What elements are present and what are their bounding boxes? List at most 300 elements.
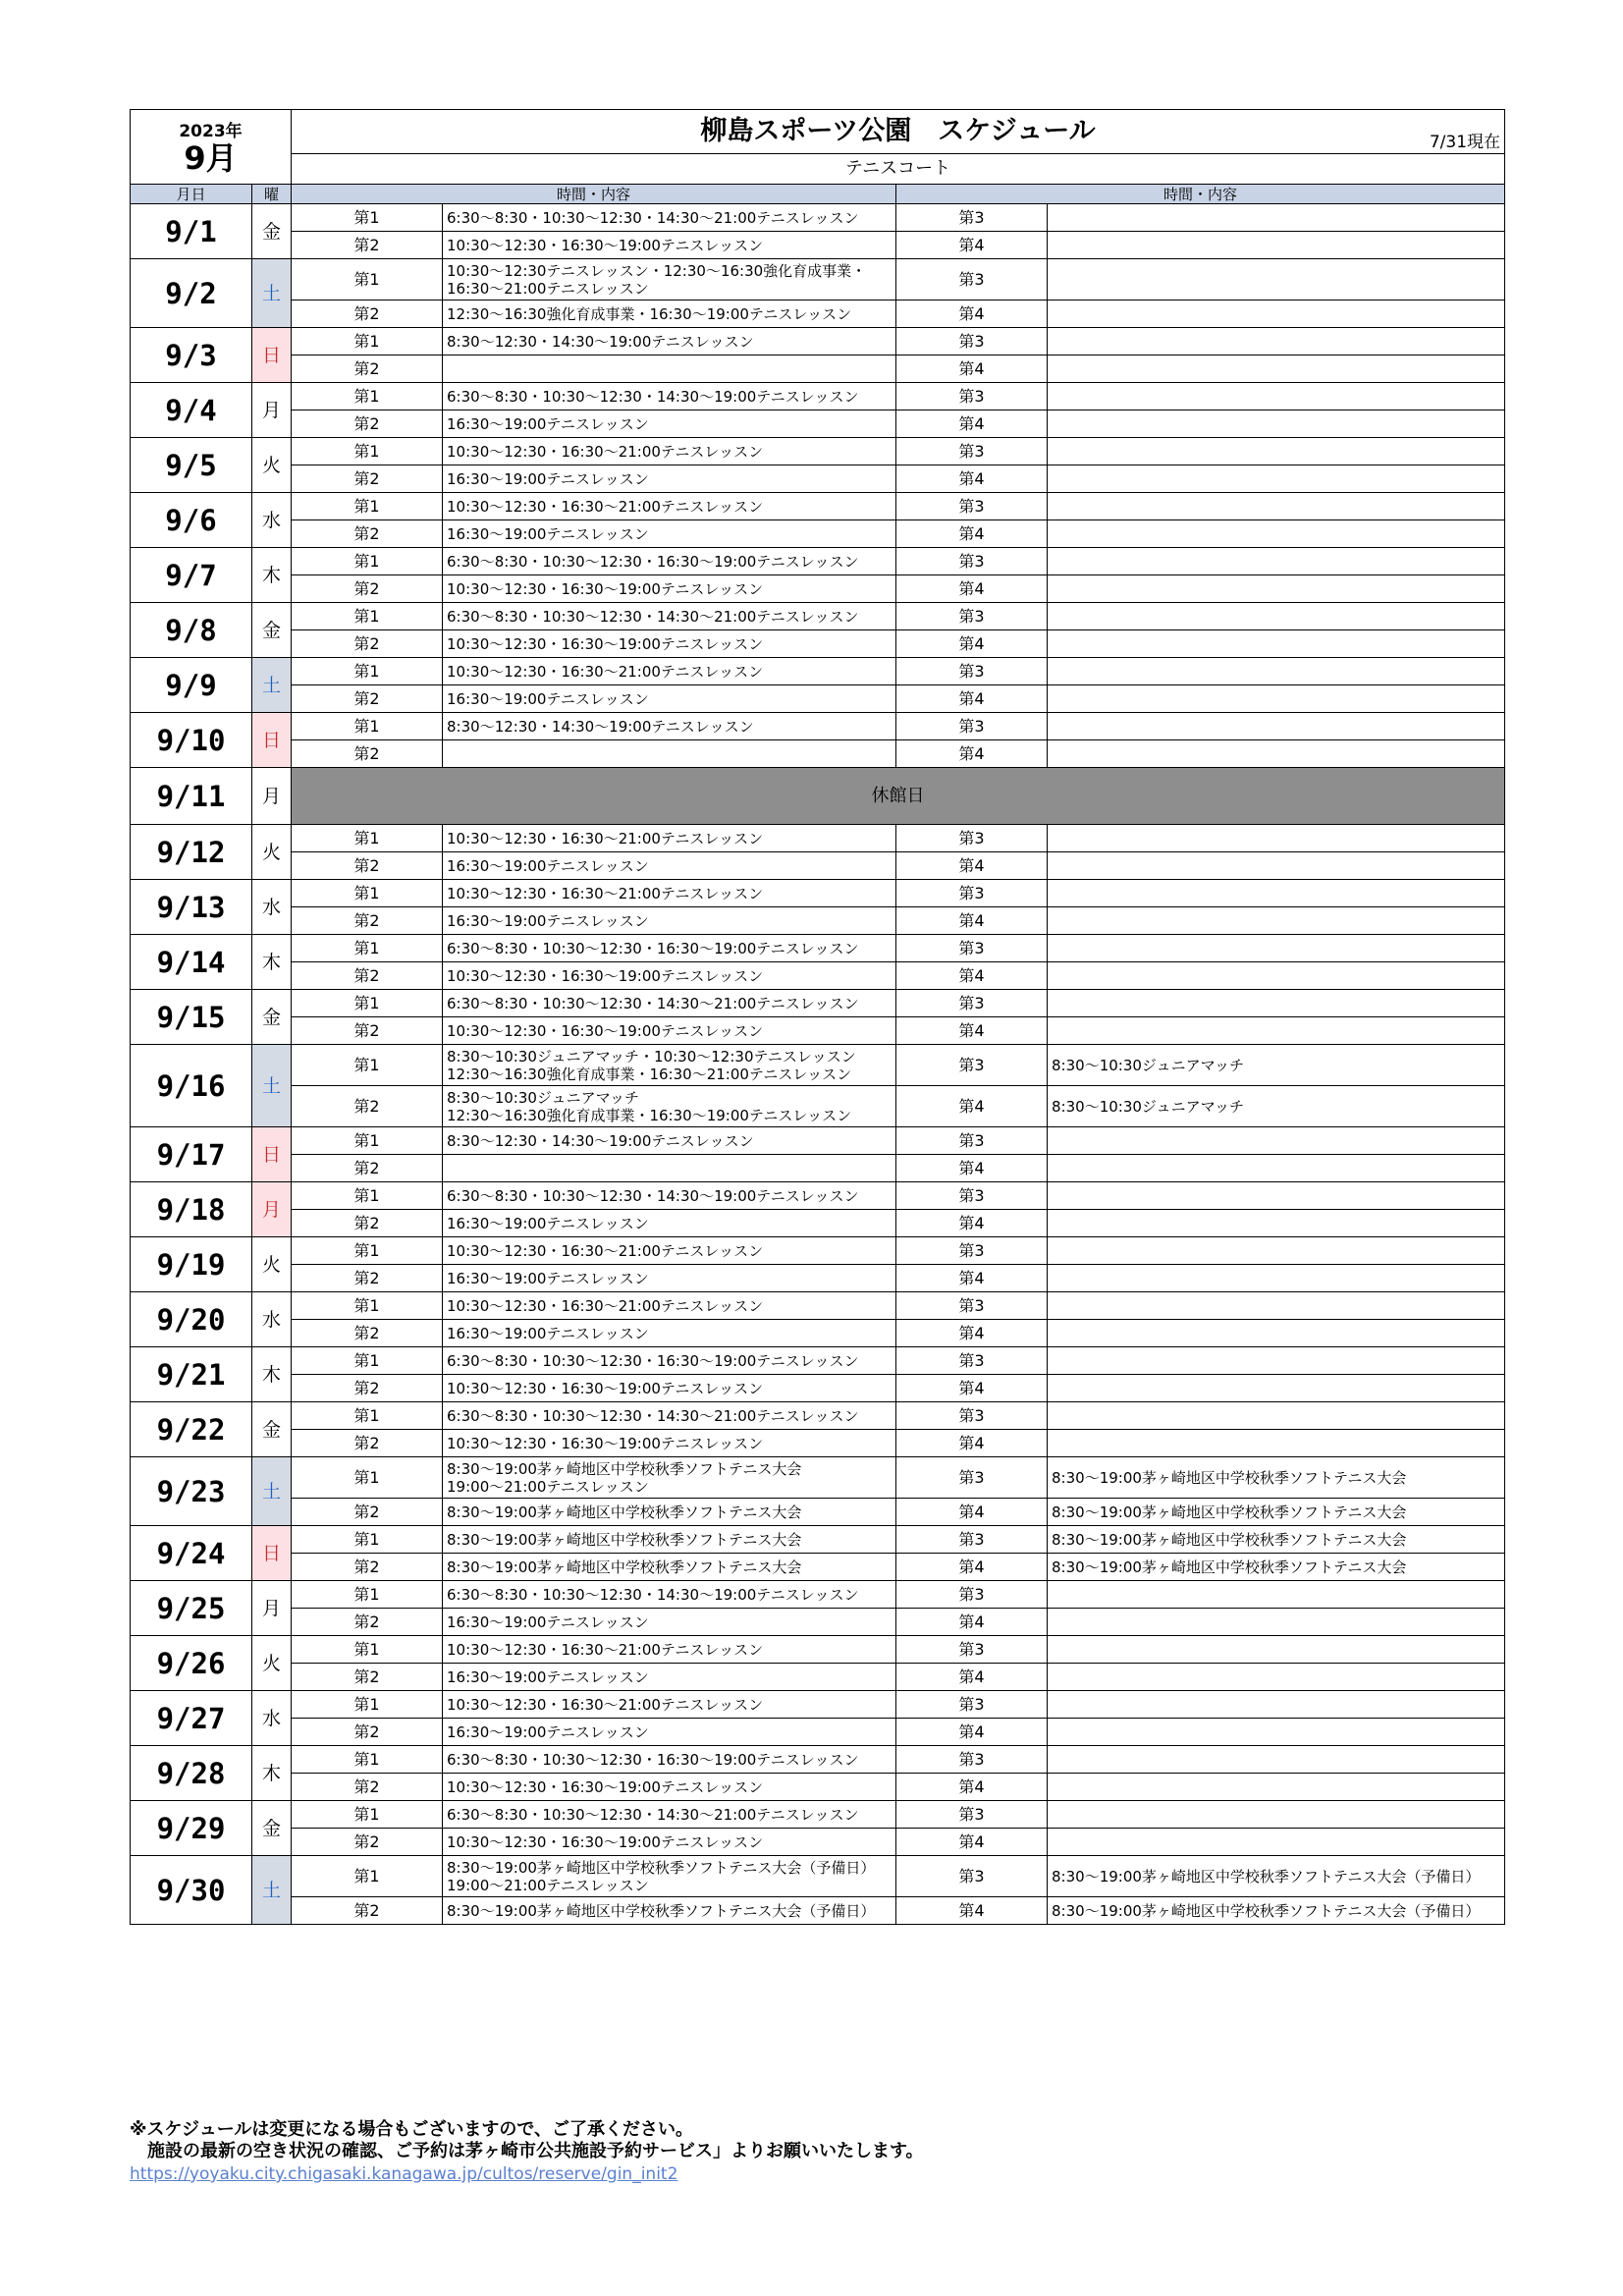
court-3-schedule [1048, 990, 1505, 1017]
court-4-schedule [1048, 1155, 1505, 1182]
date-cell: 9/27 [131, 1691, 252, 1746]
day-row [131, 1182, 1505, 1210]
court-4-schedule: 8:30〜19:00茅ヶ崎地区中学校秋季ソフトテニス大会 [1048, 1554, 1505, 1581]
court-label-2: 第2 [292, 575, 443, 603]
day-row [131, 259, 1505, 301]
court-2-schedule: 10:30〜12:30・16:30〜19:00テニスレッスン [443, 630, 896, 658]
court-1-schedule: 10:30〜12:30・16:30〜21:00テニスレッスン [443, 1636, 896, 1664]
court-1-schedule: 10:30〜12:30・16:30〜21:00テニスレッスン [443, 1292, 896, 1320]
court-2-schedule: 10:30〜12:30・16:30〜19:00テニスレッスン [443, 1375, 896, 1402]
day-row-second [131, 1430, 1505, 1457]
court-label-3: 第3 [896, 658, 1048, 685]
court-4-schedule [1048, 1210, 1505, 1237]
court-label-4: 第4 [896, 1609, 1048, 1636]
day-row-second [131, 1829, 1505, 1856]
court-3-schedule [1048, 204, 1505, 232]
court-2-schedule: 8:30〜19:00茅ヶ崎地区中学校秋季ソフトテニス大会（予備日） [443, 1897, 896, 1925]
day-row [131, 1746, 1505, 1774]
court-3-schedule [1048, 1636, 1505, 1664]
court-1-schedule: 6:30〜8:30・10:30〜12:30・14:30〜21:00テニスレッスン [443, 204, 896, 232]
weekday-cell: 金 [252, 204, 292, 259]
day-row [131, 1801, 1505, 1829]
weekday-cell: 金 [252, 990, 292, 1045]
weekday-cell: 日 [252, 1526, 292, 1581]
court-label-1: 第1 [292, 1457, 443, 1499]
court-1-schedule: 10:30〜12:30・16:30〜21:00テニスレッスン [443, 880, 896, 907]
day-row-second [131, 232, 1505, 259]
court-label-1: 第1 [292, 1127, 443, 1155]
court-label-2: 第2 [292, 1320, 443, 1347]
court-label-4: 第4 [896, 1086, 1048, 1127]
reservation-link[interactable]: https://yoyaku.city.chigasaki.kanagawa.jp/cultos/reserve/gin_init2 [130, 2164, 678, 2184]
court-label-3: 第3 [896, 438, 1048, 465]
court-4-schedule [1048, 685, 1505, 713]
court-3-schedule: 8:30〜19:00茅ヶ崎地区中学校秋季ソフトテニス大会（予備日） [1048, 1856, 1505, 1897]
weekday-cell: 金 [252, 603, 292, 658]
court-label-4: 第4 [896, 740, 1048, 768]
weekday-cell: 金 [252, 1801, 292, 1856]
court-2-schedule: 16:30〜19:00テニスレッスン [443, 852, 896, 880]
court-label-2: 第2 [292, 301, 443, 328]
date-cell: 9/14 [131, 935, 252, 990]
court-label-1: 第1 [292, 825, 443, 852]
weekday-cell: 火 [252, 1636, 292, 1691]
day-row [131, 768, 1505, 825]
court-3-schedule [1048, 658, 1505, 685]
court-label-4: 第4 [896, 575, 1048, 603]
day-row [131, 548, 1505, 575]
court-3-schedule: 8:30〜10:30ジュニアマッチ [1048, 1045, 1505, 1086]
weekday-cell: 木 [252, 1347, 292, 1402]
court-label-3: 第3 [896, 328, 1048, 355]
court-1-schedule: 6:30〜8:30・10:30〜12:30・14:30〜19:00テニスレッスン [443, 1182, 896, 1210]
court-label-3: 第3 [896, 1581, 1048, 1609]
court-2-schedule [443, 740, 896, 768]
column-header-dow: 曜 [252, 185, 292, 204]
court-2-schedule [443, 355, 896, 383]
facility-label: テニスコート [292, 154, 1505, 185]
court-label-3: 第3 [896, 1347, 1048, 1375]
weekday-cell: 水 [252, 493, 292, 548]
court-3-schedule [1048, 1182, 1505, 1210]
court-label-1: 第1 [292, 880, 443, 907]
court-2-schedule: 16:30〜19:00テニスレッスン [443, 1265, 896, 1292]
court-4-schedule [1048, 1829, 1505, 1856]
day-row [131, 1691, 1505, 1719]
date-cell: 9/29 [131, 1801, 252, 1856]
court-label-4: 第4 [896, 1719, 1048, 1746]
court-1-schedule: 8:30〜19:00茅ヶ崎地区中学校秋季ソフトテニス大会 [443, 1526, 896, 1554]
court-label-3: 第3 [896, 383, 1048, 410]
court-1-schedule: 10:30〜12:30・16:30〜21:00テニスレッスン [443, 825, 896, 852]
court-label-1: 第1 [292, 1526, 443, 1554]
court-label-4: 第4 [896, 1554, 1048, 1581]
court-label-1: 第1 [292, 1801, 443, 1829]
day-row-second [131, 1265, 1505, 1292]
court-2-schedule: 10:30〜12:30・16:30〜19:00テニスレッスン [443, 232, 896, 259]
day-row-second [131, 907, 1505, 935]
weekday-cell: 土 [252, 259, 292, 328]
day-row [131, 990, 1505, 1017]
court-label-1: 第1 [292, 1746, 443, 1774]
weekday-cell: 月 [252, 1182, 292, 1237]
day-row-second [131, 1664, 1505, 1691]
court-label-2: 第2 [292, 410, 443, 438]
court-label-3: 第3 [896, 1636, 1048, 1664]
court-label-1: 第1 [292, 1347, 443, 1375]
court-3-schedule [1048, 1801, 1505, 1829]
day-row [131, 1127, 1505, 1155]
court-label-3: 第3 [896, 990, 1048, 1017]
court-2-schedule: 10:30〜12:30・16:30〜19:00テニスレッスン [443, 1430, 896, 1457]
day-row-second [131, 1554, 1505, 1581]
date-cell: 9/18 [131, 1182, 252, 1237]
date-cell: 9/1 [131, 204, 252, 259]
court-2-schedule: 16:30〜19:00テニスレッスン [443, 1664, 896, 1691]
court-2-schedule: 16:30〜19:00テニスレッスン [443, 410, 896, 438]
court-label-1: 第1 [292, 990, 443, 1017]
court-label-4: 第4 [896, 1017, 1048, 1045]
column-header-row [131, 185, 1505, 204]
court-label-4: 第4 [896, 962, 1048, 990]
court-2-schedule: 10:30〜12:30・16:30〜19:00テニスレッスン [443, 1017, 896, 1045]
court-label-1: 第1 [292, 1856, 443, 1897]
court-label-4: 第4 [896, 907, 1048, 935]
court-3-schedule [1048, 1402, 1505, 1430]
weekday-cell: 金 [252, 1402, 292, 1457]
day-row [131, 493, 1505, 520]
court-label-1: 第1 [292, 1636, 443, 1664]
court-label-4: 第4 [896, 1265, 1048, 1292]
court-label-4: 第4 [896, 465, 1048, 493]
court-3-schedule [1048, 1292, 1505, 1320]
day-row [131, 438, 1505, 465]
date-cell: 9/16 [131, 1045, 252, 1127]
court-1-schedule: 10:30〜12:30・16:30〜21:00テニスレッスン [443, 658, 896, 685]
day-row-second [131, 1499, 1505, 1526]
court-2-schedule: 16:30〜19:00テニスレッスン [443, 520, 896, 548]
court-label-3: 第3 [896, 1045, 1048, 1086]
court-label-1: 第1 [292, 1691, 443, 1719]
court-label-2: 第2 [292, 1430, 443, 1457]
day-row-second [131, 1017, 1505, 1045]
court-2-schedule: 10:30〜12:30・16:30〜19:00テニスレッスン [443, 1774, 896, 1801]
schedule-sheet [130, 109, 1504, 1925]
court-3-schedule [1048, 1691, 1505, 1719]
court-4-schedule [1048, 520, 1505, 548]
court-label-2: 第2 [292, 520, 443, 548]
title-cell [292, 110, 1505, 154]
court-label-1: 第1 [292, 328, 443, 355]
date-cell: 9/2 [131, 259, 252, 328]
date-cell: 9/4 [131, 383, 252, 438]
court-label-4: 第4 [896, 1155, 1048, 1182]
court-label-4: 第4 [896, 1897, 1048, 1925]
court-2-schedule: 16:30〜19:00テニスレッスン [443, 465, 896, 493]
day-row-second [131, 410, 1505, 438]
court-3-schedule [1048, 1746, 1505, 1774]
court-4-schedule [1048, 907, 1505, 935]
court-label-1: 第1 [292, 383, 443, 410]
court-label-1: 第1 [292, 204, 443, 232]
court-label-2: 第2 [292, 1265, 443, 1292]
court-label-4: 第4 [896, 410, 1048, 438]
day-row-second [131, 1375, 1505, 1402]
court-1-schedule: 6:30〜8:30・10:30〜12:30・14:30〜21:00テニスレッスン [443, 1801, 896, 1829]
weekday-cell: 火 [252, 1237, 292, 1292]
weekday-cell: 水 [252, 1691, 292, 1746]
court-label-2: 第2 [292, 1829, 443, 1856]
day-row-second [131, 1320, 1505, 1347]
day-row-second [131, 575, 1505, 603]
court-label-4: 第4 [896, 1774, 1048, 1801]
day-row-second [131, 355, 1505, 383]
court-4-schedule [1048, 852, 1505, 880]
date-cell: 9/3 [131, 328, 252, 383]
court-4-schedule [1048, 355, 1505, 383]
day-row-second [131, 962, 1505, 990]
date-cell: 9/13 [131, 880, 252, 935]
court-label-1: 第1 [292, 935, 443, 962]
court-4-schedule [1048, 232, 1505, 259]
court-label-4: 第4 [896, 1320, 1048, 1347]
court-3-schedule [1048, 328, 1505, 355]
notes-block [130, 2119, 1504, 2186]
court-3-schedule [1048, 1237, 1505, 1265]
court-label-3: 第3 [896, 713, 1048, 740]
court-1-schedule: 6:30〜8:30・10:30〜12:30・16:30〜19:00テニスレッスン [443, 548, 896, 575]
court-label-1: 第1 [292, 1237, 443, 1265]
day-row-second [131, 685, 1505, 713]
court-4-schedule [1048, 630, 1505, 658]
court-label-4: 第4 [896, 1430, 1048, 1457]
day-row [131, 328, 1505, 355]
court-4-schedule [1048, 575, 1505, 603]
court-4-schedule [1048, 1774, 1505, 1801]
court-label-4: 第4 [896, 1499, 1048, 1526]
court-label-3: 第3 [896, 1801, 1048, 1829]
court-3-schedule [1048, 259, 1505, 301]
court-label-1: 第1 [292, 493, 443, 520]
court-label-2: 第2 [292, 907, 443, 935]
court-label-4: 第4 [896, 232, 1048, 259]
weekday-cell: 水 [252, 880, 292, 935]
court-3-schedule [1048, 713, 1505, 740]
day-row [131, 825, 1505, 852]
day-row-second [131, 520, 1505, 548]
court-3-schedule [1048, 825, 1505, 852]
day-row-second [131, 740, 1505, 768]
court-1-schedule: 6:30〜8:30・10:30〜12:30・14:30〜19:00テニスレッスン [443, 383, 896, 410]
court-4-schedule [1048, 1375, 1505, 1402]
court-label-1: 第1 [292, 603, 443, 630]
court-2-schedule: 16:30〜19:00テニスレッスン [443, 1719, 896, 1746]
court-3-schedule [1048, 1581, 1505, 1609]
court-2-schedule: 12:30〜16:30強化育成事業・16:30〜19:00テニスレッスン [443, 301, 896, 328]
day-row [131, 880, 1505, 907]
weekday-cell: 日 [252, 713, 292, 768]
court-1-schedule: 8:30〜19:00茅ヶ崎地区中学校秋季ソフトテニス大会 19:00〜21:00テニスレッスン [443, 1457, 896, 1499]
date-cell: 9/6 [131, 493, 252, 548]
day-row-second [131, 301, 1505, 328]
court-2-schedule: 8:30〜10:30ジュニアマッチ 12:30〜16:30強化育成事業・16:30〜19:00テニスレッスン [443, 1086, 896, 1127]
date-cell: 9/23 [131, 1457, 252, 1526]
court-1-schedule: 8:30〜19:00茅ヶ崎地区中学校秋季ソフトテニス大会（予備日） 19:00〜21:00テニスレッスン [443, 1856, 896, 1897]
court-label-1: 第1 [292, 1581, 443, 1609]
column-header-date: 月日 [131, 185, 252, 204]
court-4-schedule [1048, 1609, 1505, 1636]
court-label-3: 第3 [896, 1856, 1048, 1897]
day-row [131, 1402, 1505, 1430]
closed-day-cell: 休館日 [292, 768, 1505, 825]
weekday-cell: 月 [252, 768, 292, 825]
court-label-2: 第2 [292, 630, 443, 658]
court-1-schedule: 6:30〜8:30・10:30〜12:30・14:30〜21:00テニスレッスン [443, 1402, 896, 1430]
weekday-cell: 木 [252, 548, 292, 603]
column-header-content-left: 時間・内容 [292, 185, 896, 204]
day-row [131, 383, 1505, 410]
court-label-1: 第1 [292, 658, 443, 685]
date-cell: 9/12 [131, 825, 252, 880]
court-3-schedule: 8:30〜19:00茅ヶ崎地区中学校秋季ソフトテニス大会 [1048, 1457, 1505, 1499]
court-label-2: 第2 [292, 1609, 443, 1636]
day-row-second [131, 630, 1505, 658]
court-label-3: 第3 [896, 1402, 1048, 1430]
day-row [131, 603, 1505, 630]
schedule-table [130, 109, 1505, 1925]
court-label-2: 第2 [292, 1774, 443, 1801]
weekday-cell: 月 [252, 383, 292, 438]
court-4-schedule [1048, 301, 1505, 328]
court-label-1: 第1 [292, 438, 443, 465]
court-2-schedule: 10:30〜12:30・16:30〜19:00テニスレッスン [443, 1829, 896, 1856]
court-1-schedule: 10:30〜12:30・16:30〜21:00テニスレッスン [443, 1691, 896, 1719]
court-2-schedule: 16:30〜19:00テニスレッスン [443, 1609, 896, 1636]
court-label-4: 第4 [896, 1829, 1048, 1856]
court-1-schedule: 6:30〜8:30・10:30〜12:30・14:30〜19:00テニスレッスン [443, 1581, 896, 1609]
court-label-2: 第2 [292, 465, 443, 493]
court-label-4: 第4 [896, 1210, 1048, 1237]
court-2-schedule: 10:30〜12:30・16:30〜19:00テニスレッスン [443, 575, 896, 603]
court-label-1: 第1 [292, 1045, 443, 1086]
court-3-schedule [1048, 1347, 1505, 1375]
court-4-schedule [1048, 1719, 1505, 1746]
court-label-3: 第3 [896, 493, 1048, 520]
year-month-cell [131, 110, 292, 185]
court-label-3: 第3 [896, 1237, 1048, 1265]
court-3-schedule: 8:30〜19:00茅ヶ崎地区中学校秋季ソフトテニス大会 [1048, 1526, 1505, 1554]
court-3-schedule [1048, 935, 1505, 962]
date-cell: 9/22 [131, 1402, 252, 1457]
court-4-schedule: 8:30〜19:00茅ヶ崎地区中学校秋季ソフトテニス大会（予備日） [1048, 1897, 1505, 1925]
court-3-schedule [1048, 880, 1505, 907]
court-label-4: 第4 [896, 630, 1048, 658]
court-1-schedule: 6:30〜8:30・10:30〜12:30・14:30〜21:00テニスレッスン [443, 603, 896, 630]
note-reservation: 施設の最新の空き状況の確認、ご予約は茅ヶ崎市公共施設予約サービス」よりお願いいたします。 [130, 2141, 924, 2161]
date-cell: 9/20 [131, 1292, 252, 1347]
court-1-schedule: 8:30〜10:30ジュニアマッチ・10:30〜12:30テニスレッスン 12:30〜16:30強化育成事業・16:30〜21:00テニスレッスン [443, 1045, 896, 1086]
date-cell: 9/30 [131, 1856, 252, 1925]
court-label-2: 第2 [292, 1155, 443, 1182]
day-row [131, 1045, 1505, 1086]
court-4-schedule [1048, 740, 1505, 768]
day-row-second [131, 1210, 1505, 1237]
date-cell: 9/26 [131, 1636, 252, 1691]
day-row [131, 1237, 1505, 1265]
date-cell: 9/11 [131, 768, 252, 825]
date-cell: 9/24 [131, 1526, 252, 1581]
court-label-4: 第4 [896, 685, 1048, 713]
court-label-2: 第2 [292, 1375, 443, 1402]
court-label-1: 第1 [292, 1402, 443, 1430]
court-1-schedule: 6:30〜8:30・10:30〜12:30・16:30〜19:00テニスレッスン [443, 1746, 896, 1774]
weekday-cell: 月 [252, 1581, 292, 1636]
court-label-1: 第1 [292, 548, 443, 575]
note-schedule-change: ※スケジュールは変更になる場合もございますので、ご了承ください。 [130, 2119, 694, 2140]
court-label-4: 第4 [896, 355, 1048, 383]
court-label-1: 第1 [292, 713, 443, 740]
year-label: 2023年 [179, 121, 243, 141]
court-label-3: 第3 [896, 1691, 1048, 1719]
month-label: 9月 [184, 138, 238, 177]
court-3-schedule [1048, 548, 1505, 575]
court-label-2: 第2 [292, 1554, 443, 1581]
day-row [131, 1457, 1505, 1499]
day-row-second [131, 1719, 1505, 1746]
court-4-schedule [1048, 962, 1505, 990]
date-cell: 9/7 [131, 548, 252, 603]
court-3-schedule [1048, 603, 1505, 630]
court-1-schedule: 6:30〜8:30・10:30〜12:30・14:30〜21:00テニスレッスン [443, 990, 896, 1017]
court-4-schedule: 8:30〜10:30ジュニアマッチ [1048, 1086, 1505, 1127]
court-4-schedule [1048, 410, 1505, 438]
court-label-2: 第2 [292, 1086, 443, 1127]
weekday-cell: 木 [252, 935, 292, 990]
weekday-cell: 木 [252, 1746, 292, 1801]
as-of-date: 7/31現在 [1429, 133, 1501, 152]
date-cell: 9/10 [131, 713, 252, 768]
date-cell: 9/8 [131, 603, 252, 658]
court-label-3: 第3 [896, 1127, 1048, 1155]
court-label-2: 第2 [292, 685, 443, 713]
court-label-4: 第4 [896, 1375, 1048, 1402]
court-2-schedule: 16:30〜19:00テニスレッスン [443, 685, 896, 713]
court-label-2: 第2 [292, 1499, 443, 1526]
court-label-2: 第2 [292, 1210, 443, 1237]
court-label-4: 第4 [896, 852, 1048, 880]
court-label-2: 第2 [292, 1017, 443, 1045]
day-row [131, 1526, 1505, 1554]
court-label-3: 第3 [896, 825, 1048, 852]
court-label-3: 第3 [896, 1457, 1048, 1499]
court-3-schedule [1048, 438, 1505, 465]
court-label-3: 第3 [896, 1746, 1048, 1774]
court-4-schedule [1048, 1320, 1505, 1347]
court-label-1: 第1 [292, 1292, 443, 1320]
court-label-1: 第1 [292, 259, 443, 301]
day-row-second [131, 852, 1505, 880]
day-row [131, 1856, 1505, 1897]
date-cell: 9/19 [131, 1237, 252, 1292]
court-label-2: 第2 [292, 740, 443, 768]
court-label-4: 第4 [896, 1664, 1048, 1691]
weekday-cell: 土 [252, 1045, 292, 1127]
day-row [131, 1581, 1505, 1609]
weekday-cell: 火 [252, 438, 292, 493]
court-label-2: 第2 [292, 232, 443, 259]
date-cell: 9/5 [131, 438, 252, 493]
court-4-schedule: 8:30〜19:00茅ヶ崎地区中学校秋季ソフトテニス大会 [1048, 1499, 1505, 1526]
